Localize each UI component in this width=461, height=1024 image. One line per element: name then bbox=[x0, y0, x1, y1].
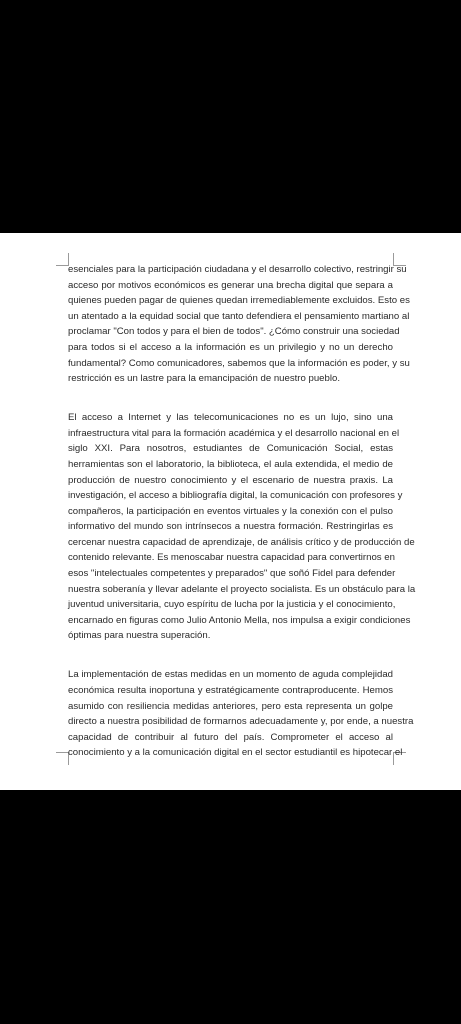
text-line: esos "intelectuales competentes y preparados" que soñó Fidel para defender bbox=[68, 568, 396, 580]
text-line: fundamental? Como comunicadores, sabemos que la información es poder, y su bbox=[68, 357, 410, 369]
text-line: La implementación de estas medidas en un momento de aguda complejidad bbox=[68, 669, 393, 681]
text-line: producción de nuestro conocimiento y el escenario de nuestra praxis. La bbox=[68, 474, 393, 486]
text-line: quienes pueden pagar de quienes quedan irremediablemente excluidos. Esto es bbox=[68, 295, 410, 307]
top-black-bar bbox=[0, 0, 461, 233]
text-line: acceso por motivos económicos es generar una brecha digital que separa a bbox=[68, 279, 393, 291]
paragraph bbox=[68, 410, 416, 644]
text-line: siglo XXI. Para nosotros, estudiantes de Comunicación Social, estas bbox=[68, 443, 393, 455]
text-line: infraestructura vital para la formación académica y el desarrollo nacional en el bbox=[68, 427, 400, 439]
text-line: herramientas son el laboratorio, la biblioteca, el aula extendida, el medio de bbox=[68, 458, 393, 470]
text-line: capacidad de contribuir al futuro del país. Comprometer el acceso al bbox=[68, 731, 393, 743]
text-line: un atentado a la equidad social que tanto defendiera el pensamiento martiano al bbox=[68, 310, 410, 322]
document-body bbox=[68, 262, 416, 784]
paragraph bbox=[68, 667, 414, 761]
text-line: cercenar nuestra capacidad de aprendizaje, de análisis crítico y de producción de bbox=[68, 536, 415, 548]
text-line: proclamar "Con todos y para el bien de todos". ¿Cómo construir una sociedad bbox=[68, 326, 400, 338]
text-line: asumido con resiliencia medidas anteriores, pero esta representa un golpe bbox=[68, 700, 393, 712]
text-line: óptimas para nuestra superación. bbox=[68, 630, 211, 642]
text-line: para todos si el acceso a la información es un privilegio y no un derecho bbox=[68, 341, 393, 353]
paragraph bbox=[68, 262, 410, 387]
text-line: El acceso a Internet y las telecomunicaciones no es un lujo, sino una bbox=[68, 412, 393, 424]
text-line: investigación, el acceso a bibliografía digital, la comunicación con profesores y bbox=[68, 490, 403, 502]
bottom-black-bar bbox=[0, 790, 461, 1024]
text-line: conocimiento y a la comunicación digital en el sector estudiantil es hipotecar el bbox=[68, 747, 403, 759]
text-line: esenciales para la participación ciudadana y el desarrollo colectivo, restringir su bbox=[68, 264, 407, 275]
text-line: informativo del mundo son intrínsecos a nuestra formación. Restringirlas es bbox=[68, 521, 393, 533]
text-line: compañeros, la participación en eventos virtuales y la conexión con el pulso bbox=[68, 505, 393, 517]
document-page[interactable] bbox=[0, 233, 461, 790]
text-line: contenido relevante. Es menoscabar nuestra capacidad para convertirnos en bbox=[68, 552, 395, 564]
text-line: encarnado en figuras como Julio Antonio Mella, nos impulsa a exigir condiciones bbox=[68, 614, 411, 626]
text-line: económica resulta inoportuna y estratégicamente contraproducente. Hemos bbox=[68, 685, 393, 697]
text-line: directo a nuestra posibilidad de formarnos adecuadamente y, por ende, a nuestra bbox=[68, 716, 414, 728]
text-line: restricción es un lastre para la emancipación de nuestro pueblo. bbox=[68, 373, 340, 385]
text-line: juventud universitaria, cuyo espíritu de lucha por la justicia y el conocimiento, bbox=[68, 599, 396, 611]
text-line: nuestra soberanía y llevar adelante el proyecto socialista. Es un obstáculo para la bbox=[68, 583, 416, 595]
